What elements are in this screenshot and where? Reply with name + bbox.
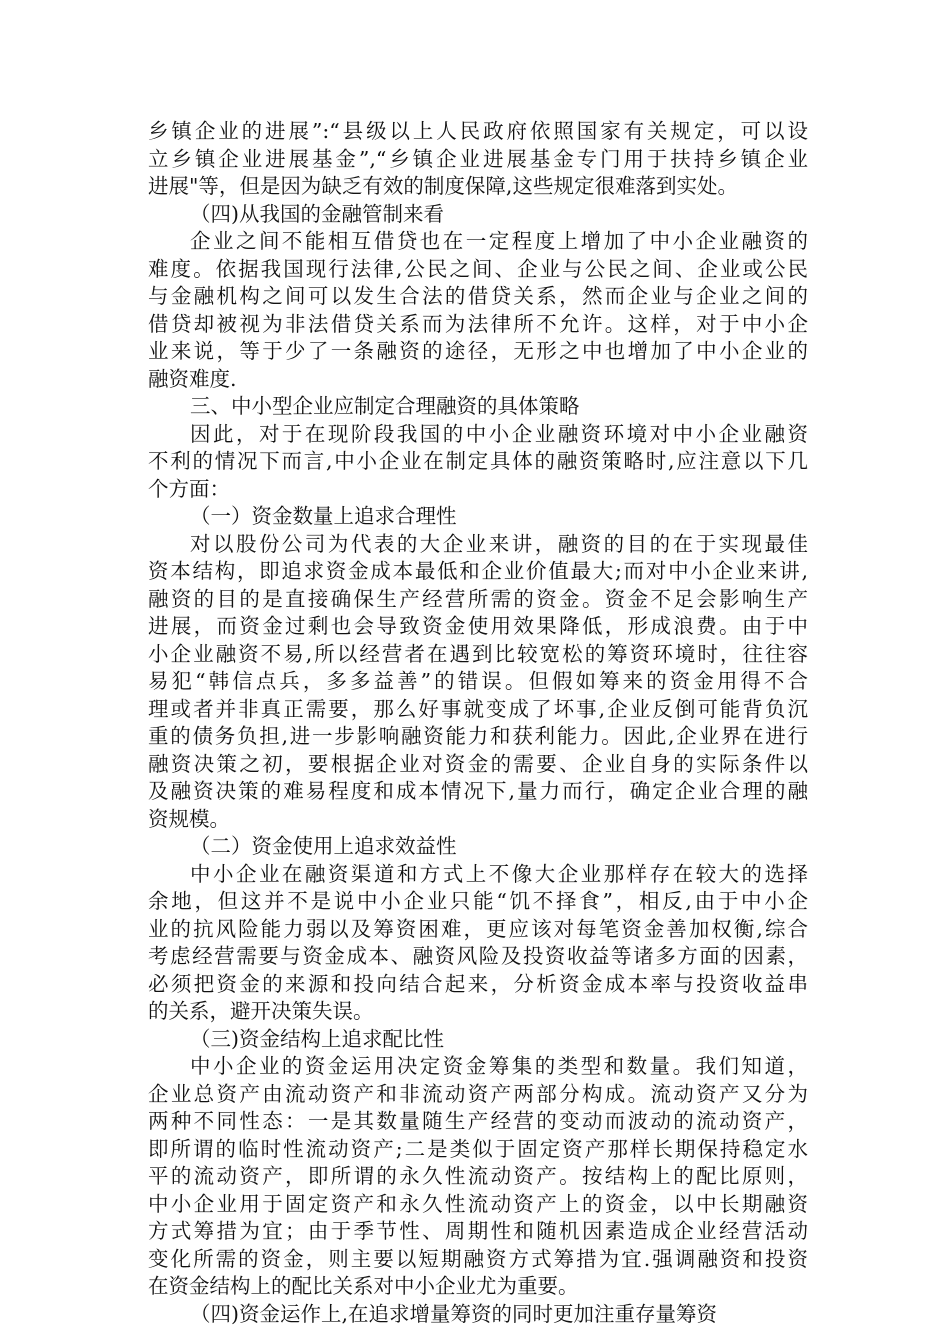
paragraph-first-line: 中小企业的资金运用决定资金筹集的类型和数量。我们知道， xyxy=(190,1054,808,1078)
text-line: 个方面： xyxy=(148,476,230,501)
paragraph-first-line: 对以股份公司为代表的大企业来讲，融资的目的在于实现最佳 xyxy=(190,531,808,556)
text-line: 考虑经营需要与资金成本、融资风险及投资收益等诸多方面的因素， xyxy=(148,944,808,968)
text-line: 借贷却被视为非法借贷关系而为法律所不允许。这样，对于中小企 xyxy=(148,311,808,336)
text-line: 在资金结构上的配比关系对中小企业尤为重要。 xyxy=(148,1274,579,1298)
text-line: 融资的目的是直接确保生产经营所需的资金。资金不足会影响生产 xyxy=(148,586,808,611)
paragraph-first-line: 因此，对于在现阶段我国的中小企业融资环境对中小企业融资 xyxy=(190,421,808,446)
text-line: 进展，而资金过剩也会导致资金使用效果降低，形成浪费。由于中 xyxy=(148,614,808,638)
paragraph-first-line: （四)资金运作上,在追求增量筹资的同时更加注重存量筹资 xyxy=(190,1301,718,1326)
text-line: 业的抗风险能力弱以及筹资困难，更应该对每笔资金善加权衡,综合 xyxy=(148,916,808,941)
text-line: 融资难度. xyxy=(148,366,237,391)
text-line: 企业总资产由流动资产和非流动资产两部分构成。流动资产又分为 xyxy=(148,1081,808,1106)
text-line: 不利的情况下而言,中小企业在制定具体的融资策略时,应注意以下几 xyxy=(148,449,808,473)
text-line: 融资决策之初，要根据企业对资金的需要、企业自身的实际条件以 xyxy=(148,751,808,776)
text-line: 与金融机构之间可以发生合法的借贷关系，然而企业与企业之间的 xyxy=(148,284,808,308)
text-line: 及融资决策的难易程度和成本情况下,量力而行，确定企业合理的融 xyxy=(148,779,808,803)
text-line: 难度。依据我国现行法律,公民之间、企业与公民之间、企业或公民 xyxy=(148,256,808,281)
text-line: 必须把资金的来源和投向结合起来，分析资金成本率与投资收益串 xyxy=(148,971,808,996)
text-line: 易犯“韩信点兵，多多益善”的错误。但假如筹来的资金用得不合 xyxy=(148,669,808,693)
paragraph-first-line: 企业之间不能相互借贷也在一定程度上增加了中小企业融资的 xyxy=(190,229,808,253)
paragraph-first-line: 三、中小型企业应制定合理融资的具体策略 xyxy=(190,394,580,418)
text-line: 重的债务负担,进一步影响融资能力和获利能力。因此,企业界在进行 xyxy=(148,724,808,748)
paragraph-first-line: （二）资金使用上追求效益性 xyxy=(190,834,457,858)
text-line: 资规模。 xyxy=(148,806,230,831)
text-line: 进展"等，但是因为缺乏有效的制度保障,这些规定很难落到实处。 xyxy=(148,174,738,198)
text-line: 立乡镇企业进展基金”,“乡镇企业进展基金专门用于扶持乡镇企业 xyxy=(148,146,808,171)
text-line: 平的流动资产，即所谓的永久性流动资产。按结构上的配比原则， xyxy=(148,1164,808,1188)
text-line: 两种不同性态：一是其数量随生产经营的变动而波动的流动资产， xyxy=(148,1109,808,1133)
text-line: 乡镇企业的进展”:“县级以上人民政府依照国家有关规定，可以设 xyxy=(148,119,808,143)
paragraph-first-line: （三)资金结构上追求配比性 xyxy=(190,1026,444,1051)
text-line: 资本结构，即追求资金成本最低和企业价值最大;而对中小企业来讲, xyxy=(148,559,808,583)
text-line: 余地，但这并不是说中小企业只能“饥不择食”，相反,由于中小企 xyxy=(148,889,808,913)
text-line: 理或者并非真正需要，那么好事就变成了坏事,企业反倒可能背负沉 xyxy=(148,696,808,721)
text-line: 方式筹措为宜；由于季节性、周期性和随机因素造成企业经营活动 xyxy=(148,1219,808,1243)
paragraph-first-line: （四)从我国的金融管制来看 xyxy=(190,201,444,226)
text-line: 变化所需的资金，则主要以短期融资方式筹措为宜.强调融资和投资 xyxy=(148,1246,808,1271)
document-body xyxy=(148,118,808,1328)
paragraph-first-line: 中小企业在融资渠道和方式上不像大企业那样存在较大的选择 xyxy=(190,861,808,886)
text-line: 中小企业用于固定资产和永久性流动资产上的资金，以中长期融资 xyxy=(148,1191,808,1216)
paragraph-first-line: （一）资金数量上追求合理性 xyxy=(190,504,457,528)
text-line: 即所谓的临时性流动资产;二是类似于固定资产那样长期保持稳定水 xyxy=(148,1136,808,1161)
text-line: 的关系，避开决策失误。 xyxy=(148,999,374,1023)
text-line: 小企业融资不易,所以经营者在遇到比较宽松的筹资环境时，往往容 xyxy=(148,641,808,666)
text-line: 业来说，等于少了一条融资的途径，无形之中也增加了中小企业的 xyxy=(148,339,808,363)
